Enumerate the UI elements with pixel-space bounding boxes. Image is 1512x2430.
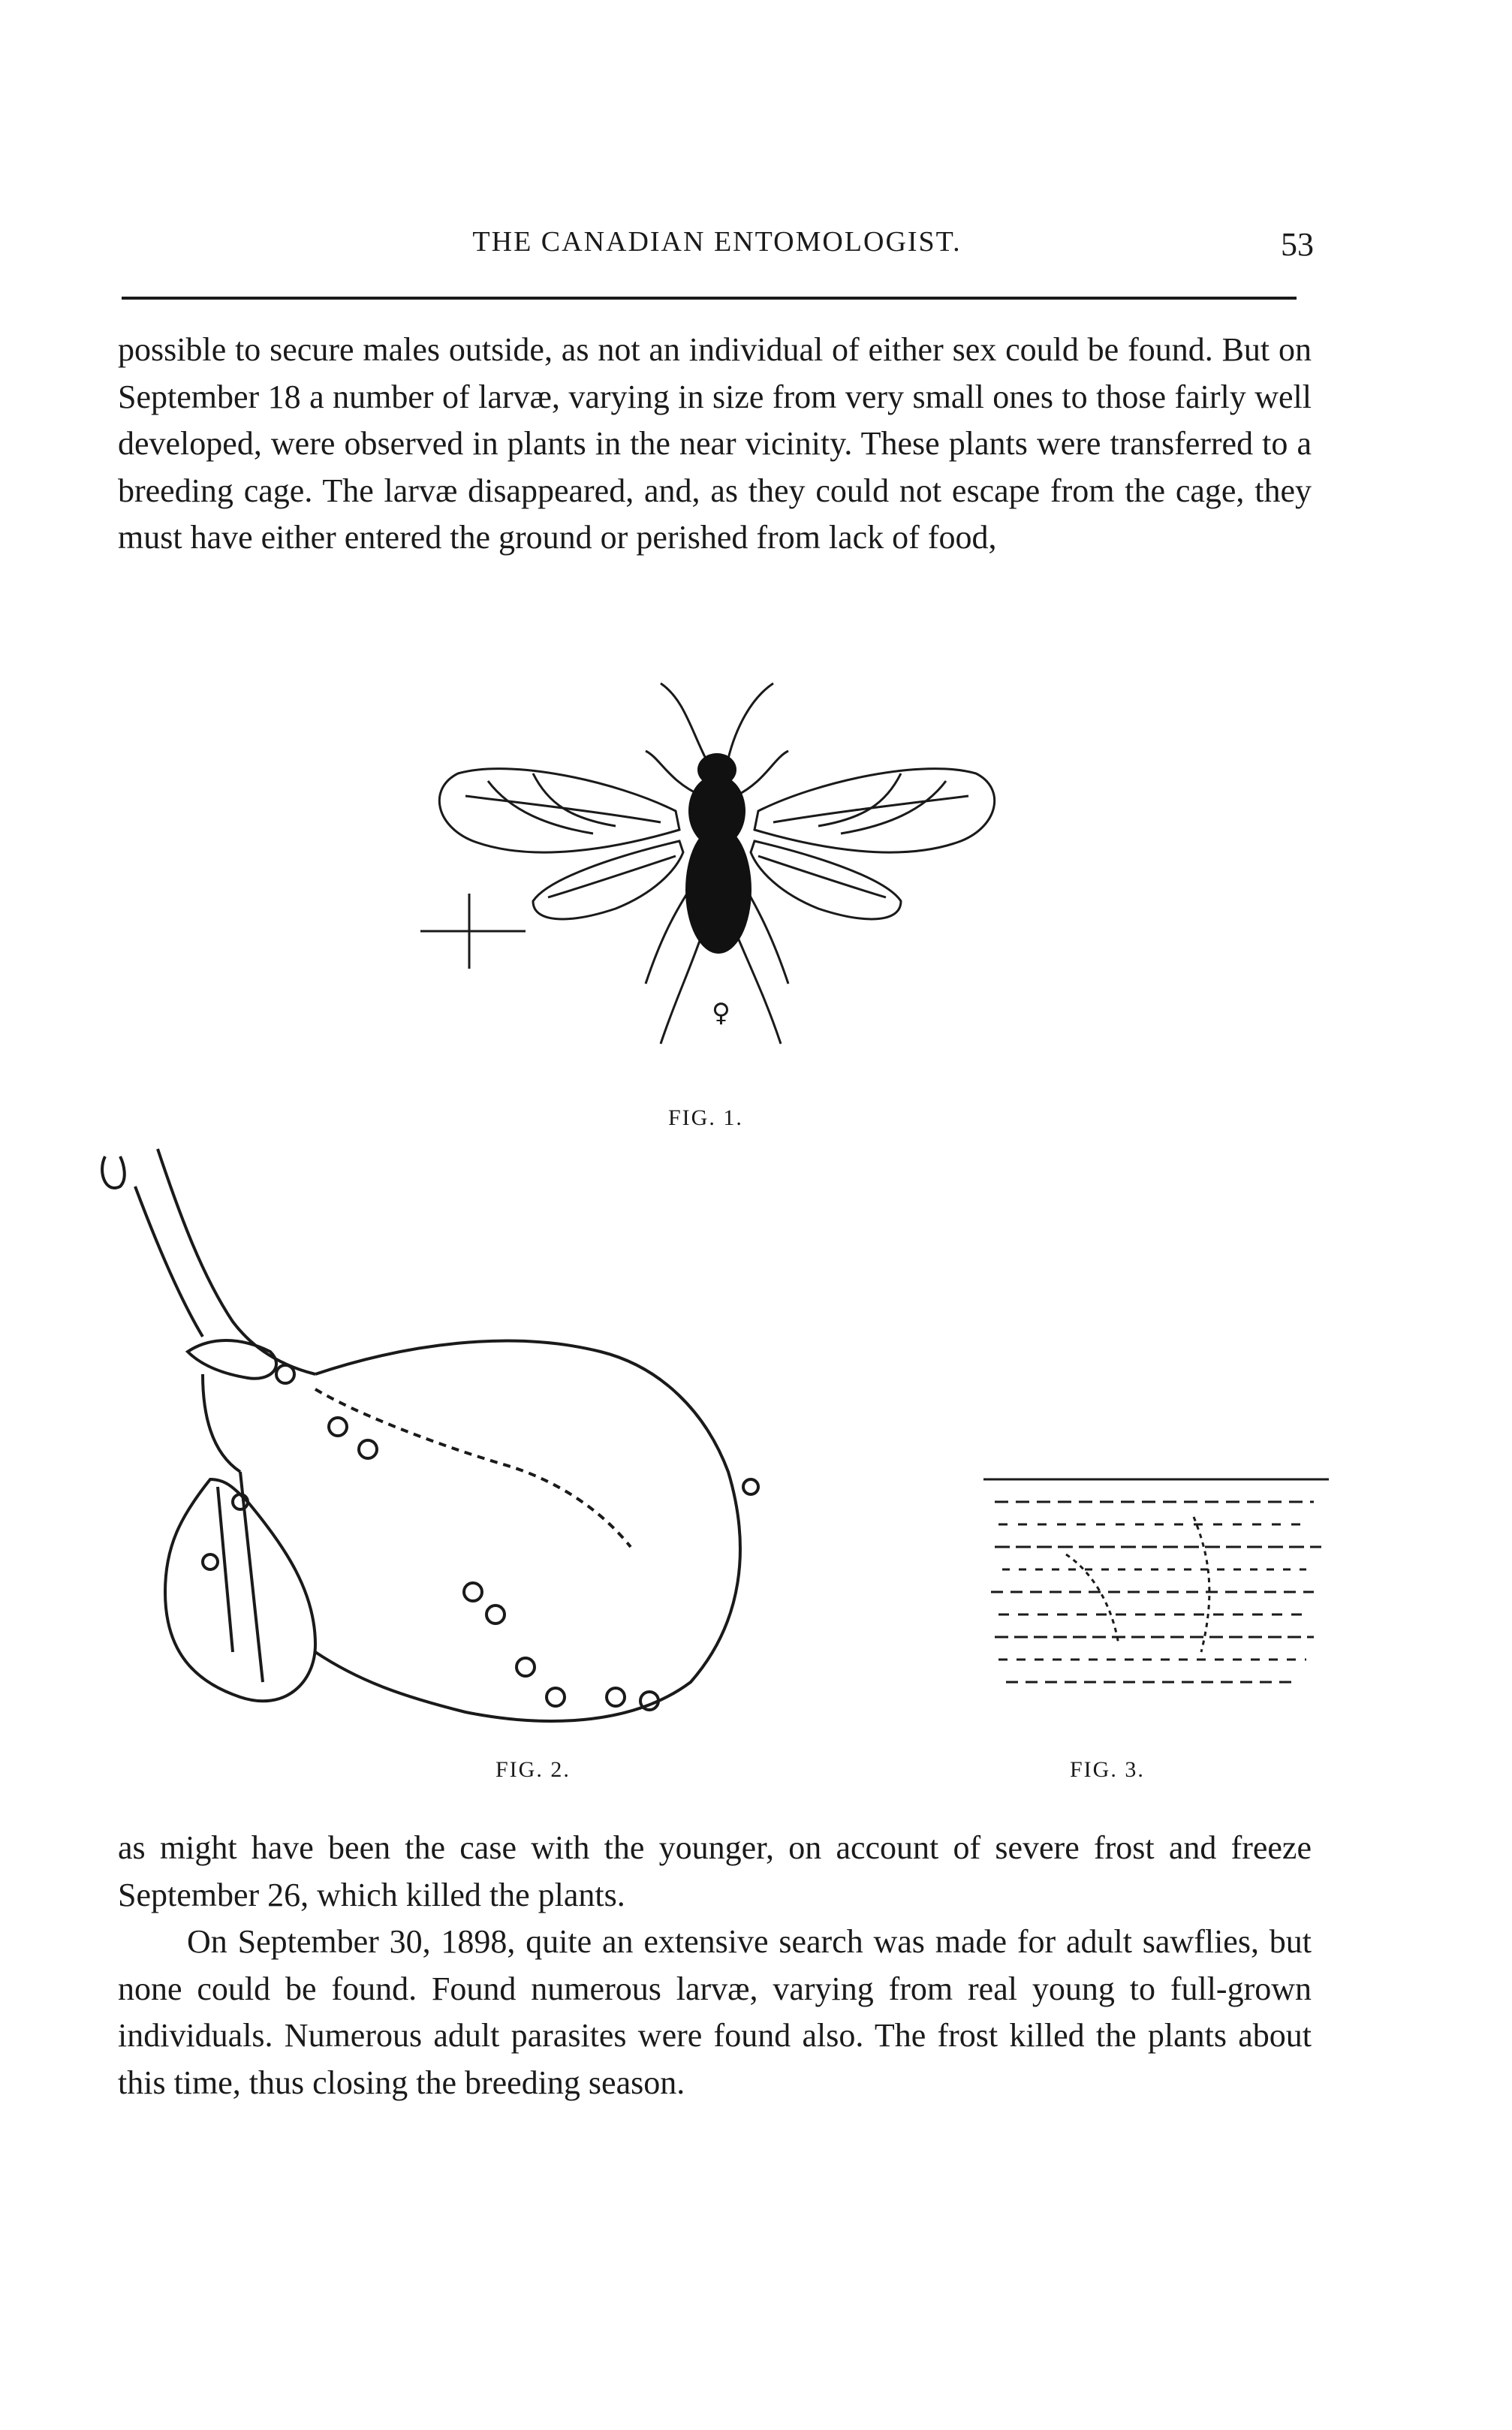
fig1-caption: FIG. 1. xyxy=(668,1105,743,1130)
header-rule xyxy=(122,297,1297,300)
paragraph-top: possible to secure males outside, as not an individual of either sex could be found. But on September 18 a number of larvæ, varying in size from very small ones to those fairly well developed, were observed in plants in the near vicinity. These plants were transferred to a breeding cage. The larvæ disappeared, and, as they could not escape from the cage, they must have either entered the ground or perished from lack of food, xyxy=(118,331,1312,556)
fig2-caption: FIG. 2. xyxy=(495,1757,571,1782)
paragraph-continued: as might have been the case with the younger, on account of severe frost and freeze September 26, which killed the plants. xyxy=(118,1829,1312,1913)
page-number: 53 xyxy=(1281,226,1314,263)
female-symbol: ♀ xyxy=(712,998,730,1028)
sawfly-figure xyxy=(420,668,1014,1089)
fig3-caption: FIG. 3. xyxy=(1070,1757,1145,1782)
leaf-figure xyxy=(90,1126,916,1757)
running-title: THE CANADIAN ENTOMOLOGIST. xyxy=(472,226,962,258)
running-head xyxy=(120,225,1314,278)
paragraph-2: On September 30, 1898, quite an extensive search was made for adult sawflies, but none could be found. Found numerous larvæ, varying from real young to full-grown individuals. Numerous adult parasites were found also. The frost killed the plants about this time, thus closing the breeding season. xyxy=(118,1923,1312,2101)
text-bottom xyxy=(118,1825,1312,2106)
text-top xyxy=(118,327,1312,562)
texture-figure xyxy=(953,1464,1329,1712)
